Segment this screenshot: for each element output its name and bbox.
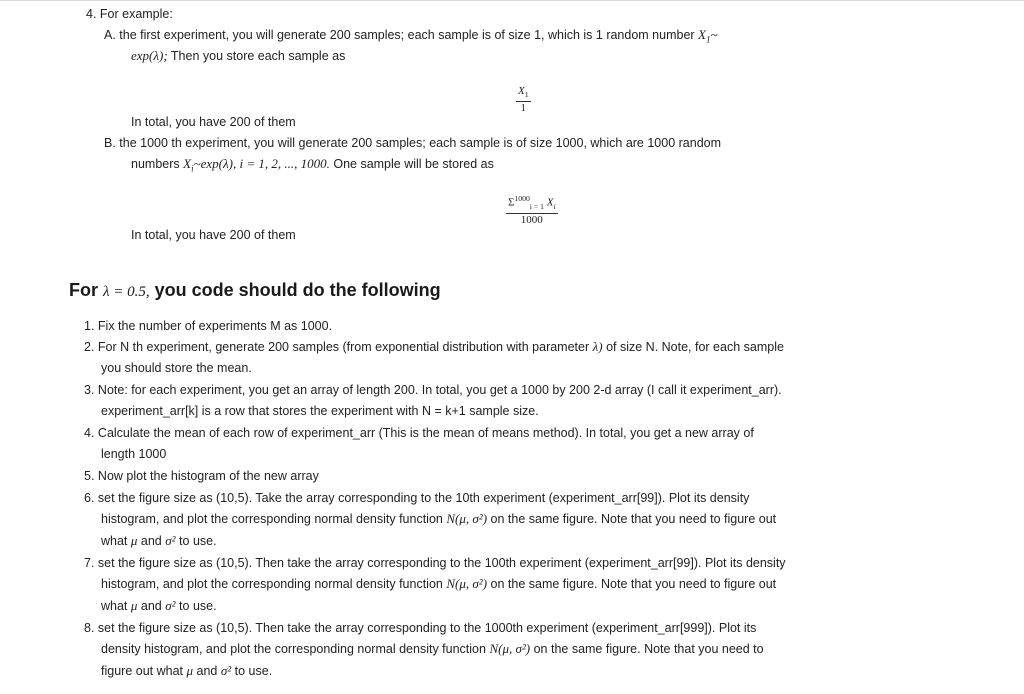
step-2-line-2: you should store the mean. (101, 361, 252, 375)
step-8-line-1: 8. set the figure size as (10,5). Then take the array corresponding to the 1000th experiment (experiment_arr[999]). Plot its (84, 621, 757, 635)
fraction-x1-over-1: $X_1$ 1 (518, 85, 529, 115)
step-3-line-1: 3. Note: for each experiment, you get an array of length 200. In total, you get a 1000 by 200 2-d array (I call it experiment_arr). (84, 383, 782, 397)
item-a-line-1: A. the first experiment, you will generate 200 samples; each sample is of size 1, which is 1 random number $X_1\sim$ (104, 27, 718, 45)
item-a-total: In total, you have 200 of them (131, 115, 296, 129)
item-b-total: In total, you have 200 of them (131, 228, 296, 242)
step-6-line-2: histogram, and plot the corresponding normal density function N(μ, σ²) on the same figure. Note that you need to figure out (101, 511, 777, 526)
step-4-line-1: 4. Calculate the mean of each row of experiment_arr (This is the mean of means method). In total, you get a new array of (84, 426, 754, 440)
step-8-line-2: density histogram, and plot the corresponding normal density function N(μ, σ²) on the same figure. Note that you need to (101, 641, 764, 656)
item-a-line-2: exp(λ); Then you store each sample as (131, 48, 346, 63)
step-5: 5. Now plot the histogram of the new array (84, 469, 319, 483)
item-b-line-1: B. the 1000 th experiment, you will generate 200 samples; each sample is of size 1000, which are 1000 random (104, 136, 722, 150)
item-b-line-2: numbers $X_i\sim\exp(\lambda)$, i = 1, 2, ..., 1000. One sample will be stored as (131, 156, 494, 174)
top-divider (0, 0, 1024, 1)
step-2-line-1: 2. For N th experiment, generate 200 samples (from exponential distribution with parameter λ) of size N. Note, for each sample (84, 339, 784, 354)
step-1: 1. Fix the number of experiments M as 1000. (84, 319, 333, 333)
step-4-line-2: length 1000 (101, 447, 167, 461)
example-heading: 4. For example: (86, 7, 173, 21)
section-heading: For λ = 0.5, you code should do the following (69, 280, 441, 300)
step-7-line-1: 7. set the figure size as (10,5). Then take the array corresponding to the 100th experiment (experiment_arr[99]). Plot its density (84, 556, 786, 570)
step-7-line-2: histogram, and plot the corresponding normal density function N(μ, σ²) on the same figure. Note that you need to figure out (101, 576, 777, 591)
step-6-line-3: what μ and σ² to use. (101, 533, 217, 548)
step-7-line-3: what μ and σ² to use. (101, 598, 217, 613)
step-6-line-1: 6. set the figure size as (10,5). Take the array corresponding to the 10th experiment (experiment_arr[99]). Plot its density (84, 491, 750, 505)
fraction-sum-over-1000: $\Sigma^{1000}_{i = 1}$ $X_i$ 1000 (508, 194, 556, 226)
step-3-line-2: experiment_arr[k] is a row that stores the experiment with N = k+1 sample size. (101, 404, 539, 418)
step-8-line-3: figure out what μ and σ² to use. (101, 663, 273, 678)
